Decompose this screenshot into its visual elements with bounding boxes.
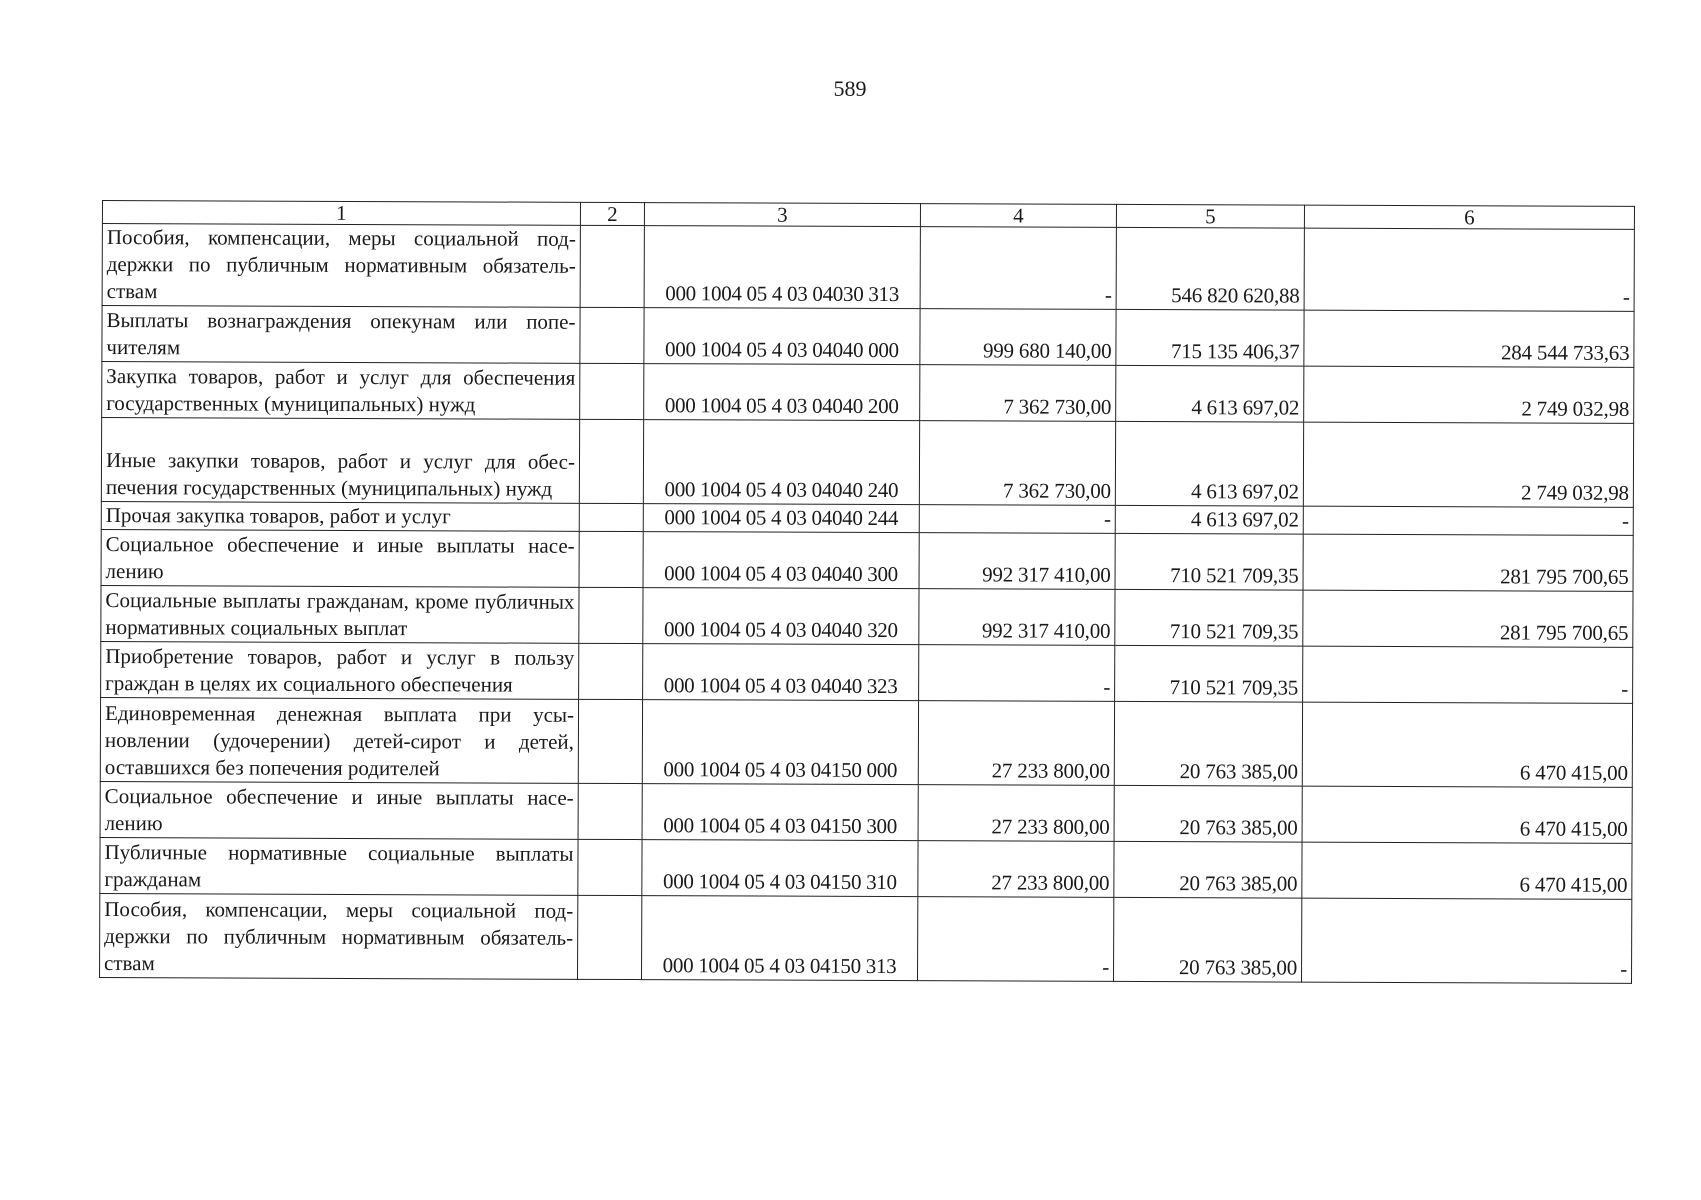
row-name-cell: Выплаты вознаграждения опекунам или попечителям (102, 306, 580, 364)
row-code-cell: 000 1004 05 4 03 04040 320 (643, 588, 919, 645)
row-executed-cell: 20 763 385,00 (1114, 701, 1302, 786)
row-empty-cell (579, 503, 643, 531)
row-executed-cell: 4 613 697,02 (1115, 421, 1303, 506)
row-name-cell: Иные закупки товаров, работ и услуг для обеспечения государственных (муниципальных) нужд (101, 418, 579, 504)
row-executed-cell: 546 820 620,88 (1116, 227, 1304, 310)
row-executed-cell: 20 763 385,00 (1114, 785, 1302, 842)
row-remaining-cell: - (1303, 646, 1633, 703)
row-name-cell: Пособия, компенсации, меры социальной поддержки по публичным нормативным обязательствам (100, 893, 578, 979)
row-empty-cell (579, 531, 643, 587)
row-remaining-cell: 2 749 032,98 (1304, 366, 1634, 423)
table-row (101, 529, 1633, 591)
row-code-cell: 000 1004 05 4 03 04040 000 (644, 308, 920, 365)
row-code-cell: 000 1004 05 4 03 04150 300 (642, 784, 918, 841)
row-empty-cell (580, 225, 644, 307)
row-remaining-cell: - (1303, 506, 1633, 535)
table-row (100, 893, 1632, 983)
row-remaining-cell: 2 749 032,98 (1303, 422, 1633, 507)
row-executed-cell: 710 521 709,35 (1115, 645, 1303, 702)
row-remaining-cell: 6 470 415,00 (1302, 842, 1632, 899)
column-header: 4 (920, 204, 1116, 228)
row-name-cell: Социальное обеспечение и иные выплаты населению (101, 529, 579, 587)
row-remaining-cell: 284 544 733,63 (1304, 310, 1634, 367)
row-approved-cell: 7 362 730,00 (919, 421, 1115, 506)
row-name-cell: Социальные выплаты гражданам, кроме публичных нормативных социальных выплат (101, 585, 579, 643)
row-name-cell: Приобретение товаров, работ и услуг в пользу граждан в целях их социального обеспечения (101, 641, 579, 699)
report-sheet (99, 200, 1634, 984)
row-code-cell: 000 1004 05 4 03 04150 310 (642, 840, 918, 897)
column-header: 2 (580, 202, 644, 225)
column-header: 6 (1304, 205, 1634, 229)
row-empty-cell (579, 643, 643, 699)
row-name-cell: Прочая закупка товаров, работ и услуг (101, 501, 579, 531)
table-row (100, 837, 1632, 899)
row-approved-cell: - (919, 645, 1115, 702)
row-executed-cell: 4 613 697,02 (1115, 505, 1303, 534)
row-executed-cell: 20 763 385,00 (1114, 897, 1302, 982)
row-empty-cell (578, 839, 642, 895)
row-empty-cell (578, 783, 642, 839)
row-approved-cell: 27 233 800,00 (918, 701, 1114, 786)
row-approved-cell: 999 680 140,00 (920, 309, 1116, 366)
row-code-cell: 000 1004 05 4 03 04150 313 (642, 896, 918, 981)
row-executed-cell: 710 521 709,35 (1115, 533, 1303, 590)
column-header: 3 (644, 203, 920, 227)
row-remaining-cell: 281 795 700,65 (1303, 590, 1633, 647)
table-row (101, 418, 1633, 508)
row-remaining-cell: - (1304, 228, 1634, 311)
row-code-cell: 000 1004 05 4 03 04040 244 (643, 504, 919, 533)
row-empty-cell (578, 895, 642, 979)
row-empty-cell (580, 363, 644, 419)
row-code-cell: 000 1004 05 4 03 04150 000 (642, 700, 918, 785)
page-number: 589 (833, 76, 867, 101)
row-name-cell: Единовременная денежная выплата при усыновлении (удочерении) детей-сирот и детей, оставшихся без попечения родителей (100, 697, 578, 783)
table-row (102, 224, 1634, 312)
row-name-cell: Социальное обеспечение и иные выплаты населению (100, 781, 578, 839)
row-code-cell: 000 1004 05 4 03 04040 200 (644, 364, 920, 421)
row-remaining-cell: - (1302, 898, 1632, 983)
row-empty-cell (579, 587, 643, 643)
row-approved-cell: 27 233 800,00 (918, 841, 1114, 898)
row-empty-cell (579, 419, 643, 503)
row-executed-cell: 20 763 385,00 (1114, 841, 1302, 898)
row-empty-cell (580, 307, 644, 363)
row-empty-cell (578, 699, 642, 783)
row-name-cell: Пособия, компенсации, меры социальной поддержки по публичным нормативным обязательствам (102, 224, 580, 308)
row-remaining-cell: 281 795 700,65 (1303, 534, 1633, 591)
table-row (101, 641, 1633, 703)
row-approved-cell: 992 317 410,00 (919, 533, 1115, 590)
row-executed-cell: 4 613 697,02 (1116, 365, 1304, 422)
row-code-cell: 000 1004 05 4 03 04040 240 (643, 420, 919, 505)
row-remaining-cell: 6 470 415,00 (1302, 786, 1632, 843)
row-approved-cell: - (918, 897, 1114, 982)
row-code-cell: 000 1004 05 4 03 04030 313 (644, 226, 920, 309)
row-approved-cell: 27 233 800,00 (918, 785, 1114, 842)
row-name-cell: Закупка товаров, работ и услуг для обеспечения государственных (муниципальных) нужд (102, 362, 580, 420)
row-code-cell: 000 1004 05 4 03 04040 300 (643, 532, 919, 589)
row-approved-cell: 992 317 410,00 (919, 589, 1115, 646)
row-name-cell: Публичные нормативные социальные выплаты гражданам (100, 837, 578, 895)
row-approved-cell: - (919, 505, 1115, 534)
column-header: 1 (102, 201, 580, 226)
column-header: 5 (1116, 204, 1304, 228)
row-remaining-cell: 6 470 415,00 (1302, 702, 1632, 787)
row-approved-cell: 7 362 730,00 (920, 365, 1116, 422)
table-row (102, 306, 1634, 368)
row-executed-cell: 715 135 406,37 (1116, 309, 1304, 366)
row-approved-cell: - (920, 227, 1116, 310)
budget-execution-table (99, 200, 1635, 984)
table-row (102, 362, 1634, 424)
table-row (101, 585, 1633, 647)
table-row (100, 781, 1632, 843)
row-code-cell: 000 1004 05 4 03 04040 323 (643, 644, 919, 701)
table-body (100, 201, 1635, 984)
table-row (100, 697, 1632, 787)
row-executed-cell: 710 521 709,35 (1115, 589, 1303, 646)
